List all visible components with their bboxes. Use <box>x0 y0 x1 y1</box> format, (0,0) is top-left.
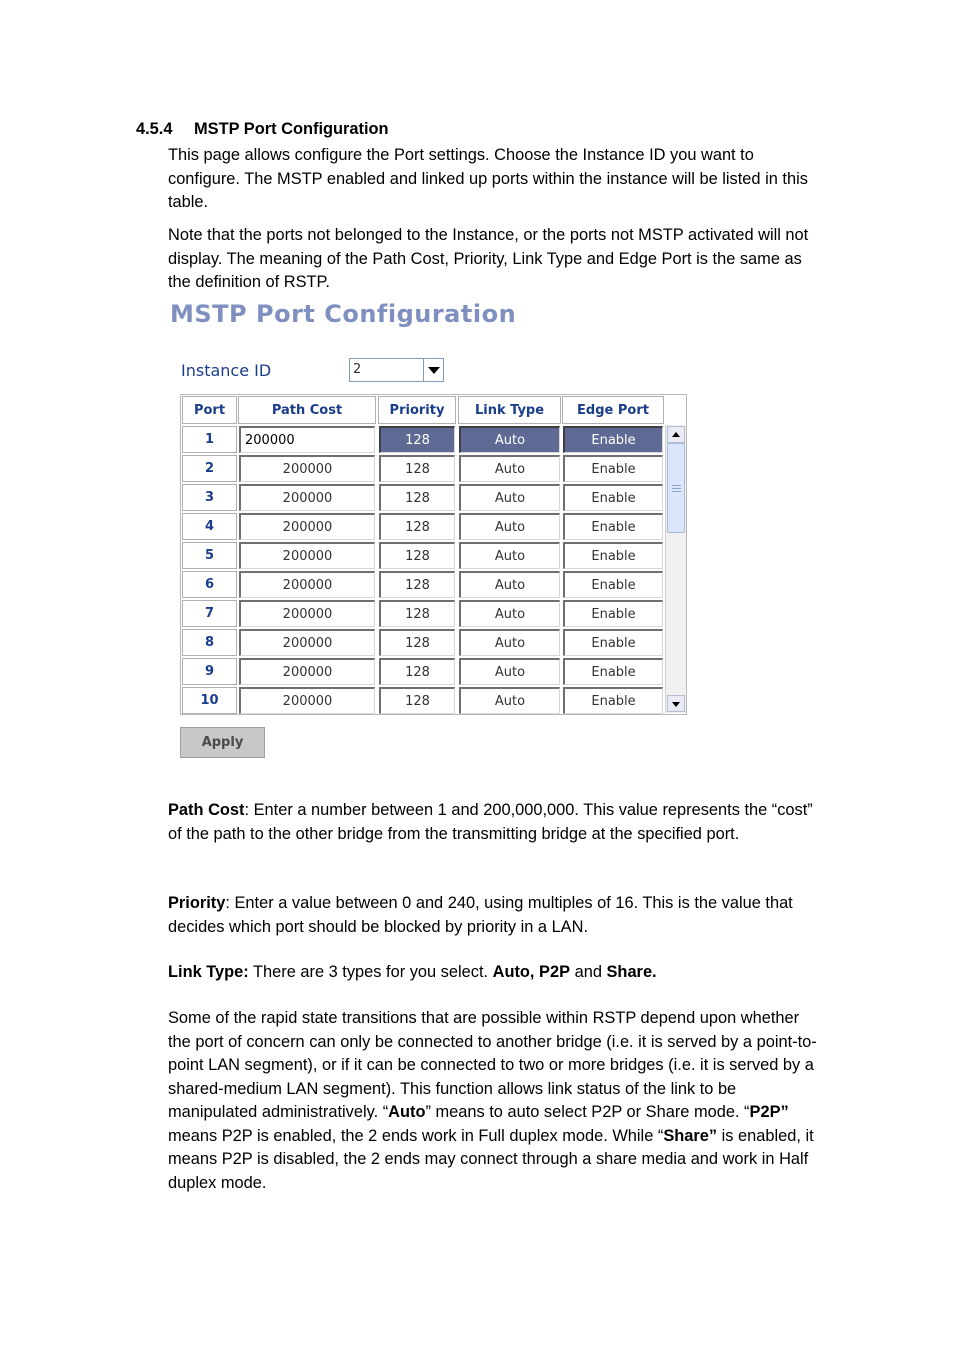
priority-field[interactable]: 128 <box>379 658 455 685</box>
edge-port-field[interactable]: Enable <box>563 600 663 627</box>
port-number: 6 <box>182 571 237 598</box>
path-cost-field[interactable]: 200000 <box>239 455 375 482</box>
edge-port-field[interactable]: Enable <box>563 571 663 598</box>
link-type-field[interactable]: Auto <box>459 687 560 714</box>
widget-title: MSTP Port Configuration <box>170 300 517 328</box>
port-number: 9 <box>182 658 237 685</box>
instance-id-select[interactable] <box>349 358 444 382</box>
table-scrollbar[interactable] <box>665 425 686 713</box>
instance-id-label: Instance ID <box>181 361 272 380</box>
path-cost-field[interactable]: 200000 <box>239 600 375 627</box>
path-cost-definition <box>168 799 818 846</box>
arrow-up-icon <box>672 432 680 437</box>
path-cost-field[interactable]: 200000 <box>239 571 375 598</box>
column-header-path-cost: Path Cost <box>238 396 376 424</box>
link-type-field[interactable]: Auto <box>459 600 560 627</box>
link-type-field[interactable]: Auto <box>459 542 560 569</box>
apply-button[interactable]: Apply <box>180 727 265 758</box>
scroll-up-button[interactable] <box>667 426 685 443</box>
link-type-definition: Link Type: There are 3 types for you select. Auto, P2P and Share. <box>168 963 657 981</box>
port-number: 3 <box>182 484 237 511</box>
edge-port-field[interactable]: Enable <box>563 687 663 714</box>
link-type-field[interactable]: Auto <box>459 484 560 511</box>
priority-definition <box>168 892 818 939</box>
arrow-down-icon <box>672 702 680 707</box>
priority-field[interactable]: 128 <box>379 600 455 627</box>
priority-field[interactable]: 128 <box>379 629 455 656</box>
scroll-thumb[interactable] <box>667 443 685 533</box>
link-type-field[interactable]: Auto <box>459 513 560 540</box>
edge-port-field[interactable]: Enable <box>563 455 663 482</box>
path-cost-text: : Enter a number between 1 and 200,000,000. This value represents the “cost” of the path to the other bridge from the transmitting bridge at the specified port. <box>168 801 813 843</box>
link-type-term: Link Type: <box>168 963 249 981</box>
priority-field[interactable]: 128 <box>379 426 455 453</box>
path-cost-field[interactable]: 200000 <box>239 426 375 453</box>
link-type-field[interactable]: Auto <box>459 571 560 598</box>
port-number: 8 <box>182 629 237 656</box>
priority-field[interactable]: 128 <box>379 571 455 598</box>
path-cost-field[interactable]: 200000 <box>239 629 375 656</box>
column-header-port: Port <box>182 396 237 424</box>
path-cost-field[interactable]: 200000 <box>239 687 375 714</box>
priority-term: Priority <box>168 894 226 912</box>
path-cost-field[interactable]: 200000 <box>239 542 375 569</box>
edge-port-field[interactable]: Enable <box>563 513 663 540</box>
path-cost-field[interactable]: 200000 <box>239 513 375 540</box>
link-type-field[interactable]: Auto <box>459 426 560 453</box>
link-type-field[interactable]: Auto <box>459 455 560 482</box>
intro-paragraph-1: This page allows configure the Port settings. Choose the Instance ID you want to configure. The MSTP enabled and linked up ports within the instance will be listed in this table. <box>168 146 808 211</box>
section-number: 4.5.4 <box>136 120 173 138</box>
column-header-edge-port: Edge Port <box>562 396 664 424</box>
priority-field[interactable]: 128 <box>379 455 455 482</box>
port-number: 1 <box>182 426 237 453</box>
chevron-down-icon[interactable] <box>428 367 440 374</box>
port-number: 2 <box>182 455 237 482</box>
section-title: MSTP Port Configuration <box>194 120 389 138</box>
link-type-field[interactable]: Auto <box>459 658 560 685</box>
edge-port-field[interactable]: Enable <box>563 658 663 685</box>
priority-field[interactable]: 128 <box>379 484 455 511</box>
path-cost-field[interactable]: 200000 <box>239 484 375 511</box>
rapid-transition-paragraph: Some of the rapid state transitions that are possible within RSTP depend upon whether the port of concern can only be connected to another bridge (i.e. it is served by a point-to-point LAN segment), or if it can be connected to two or more bridges (i.e. it is served by a shared-medium LAN segment). This function allows link status of the link to be manipulated administratively. “Auto” means to auto select P2P or Share mode. “P2P” means P2P is enabled, the 2 ends work in Full duplex mode. While “Share” is enabled, it means P2P is disabled, the 2 ends may connect through a share media and work in Half duplex mode. <box>168 1009 817 1192</box>
column-header-priority: Priority <box>378 396 456 424</box>
priority-text: : Enter a value between 0 and 240, using multiples of 16. This is the value that decides which port should be blocked by priority in a LAN. <box>168 894 793 936</box>
link-type-field[interactable]: Auto <box>459 629 560 656</box>
port-number: 4 <box>182 513 237 540</box>
path-cost-field[interactable]: 200000 <box>239 658 375 685</box>
edge-port-field[interactable]: Enable <box>563 484 663 511</box>
priority-field[interactable]: 128 <box>379 542 455 569</box>
path-cost-term: Path Cost <box>168 801 245 819</box>
instance-id-value: 2 <box>353 362 362 377</box>
edge-port-field[interactable]: Enable <box>563 542 663 569</box>
intro-paragraph-2: Note that the ports not belonged to the Instance, or the ports not MSTP activated will not display. The meaning of the Path Cost, Priority, Link Type and Edge Port is the same as the definition of RSTP. <box>168 226 809 291</box>
scroll-down-button[interactable] <box>667 695 685 712</box>
column-header-link-type: Link Type <box>458 396 561 424</box>
section-heading <box>136 118 389 142</box>
edge-port-field[interactable]: Enable <box>563 426 663 453</box>
port-number: 10 <box>182 687 237 714</box>
port-number: 5 <box>182 542 237 569</box>
priority-field[interactable]: 128 <box>379 687 455 714</box>
edge-port-field[interactable]: Enable <box>563 629 663 656</box>
port-number: 7 <box>182 600 237 627</box>
priority-field[interactable]: 128 <box>379 513 455 540</box>
